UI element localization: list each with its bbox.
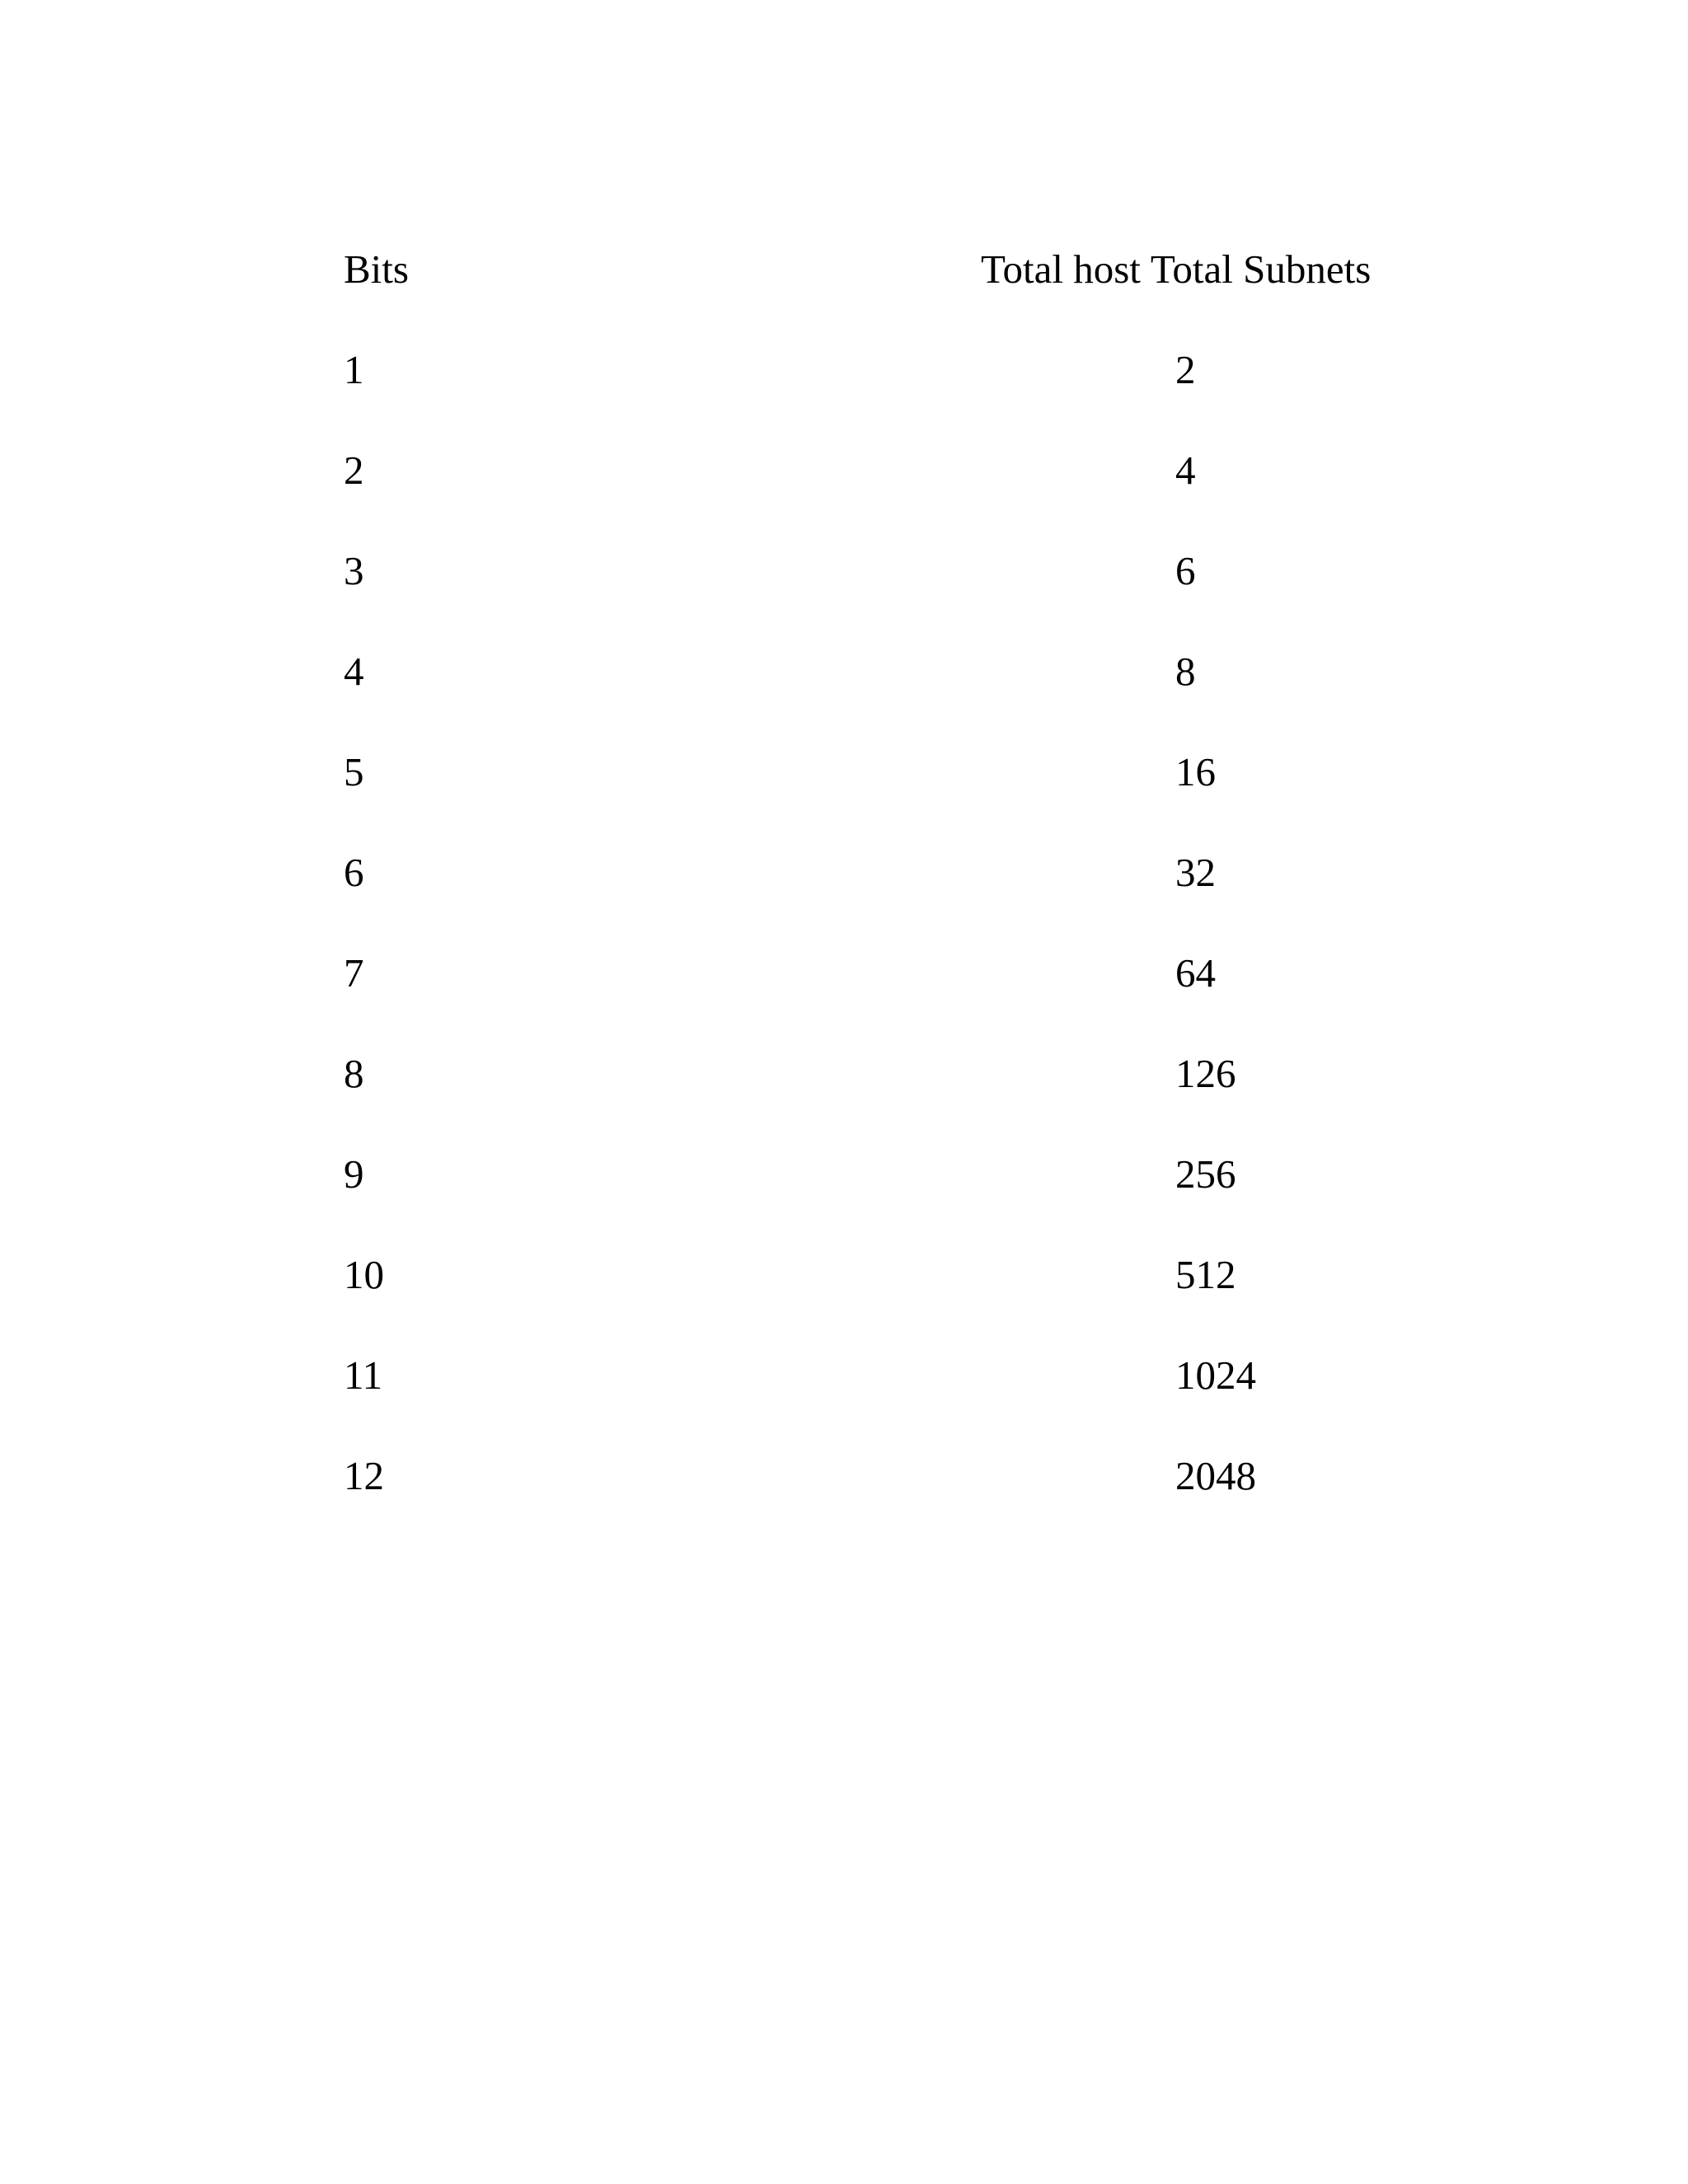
header-total-subnets: Total Subnets [1150, 246, 1372, 292]
row-bits: 10 [344, 1252, 384, 1297]
row-value: 32 [1175, 850, 1216, 895]
header-totals [981, 246, 1372, 292]
row-bits: 7 [344, 950, 364, 996]
row-value: 2048 [1175, 1453, 1256, 1498]
row-bits: 6 [344, 850, 364, 895]
row-value: 256 [1175, 1151, 1236, 1197]
header-bits: Bits [344, 246, 409, 292]
row-bits: 9 [344, 1151, 364, 1197]
row-value: 8 [1175, 649, 1196, 694]
row-bits: 4 [344, 649, 364, 694]
row-bits: 1 [344, 347, 364, 392]
row-value: 6 [1175, 548, 1196, 593]
row-value: 2 [1175, 347, 1196, 392]
row-bits: 11 [344, 1352, 383, 1398]
row-bits: 8 [344, 1051, 364, 1096]
row-bits: 12 [344, 1453, 384, 1498]
row-value: 1024 [1175, 1352, 1256, 1398]
header-total-host: Total host [981, 246, 1141, 292]
row-value: 64 [1175, 950, 1216, 996]
row-bits: 2 [344, 448, 364, 493]
row-value: 4 [1175, 448, 1196, 493]
row-value: 126 [1175, 1051, 1236, 1096]
row-bits: 3 [344, 548, 364, 593]
row-bits: 5 [344, 749, 364, 794]
row-value: 512 [1175, 1252, 1236, 1297]
row-value: 16 [1175, 749, 1216, 794]
